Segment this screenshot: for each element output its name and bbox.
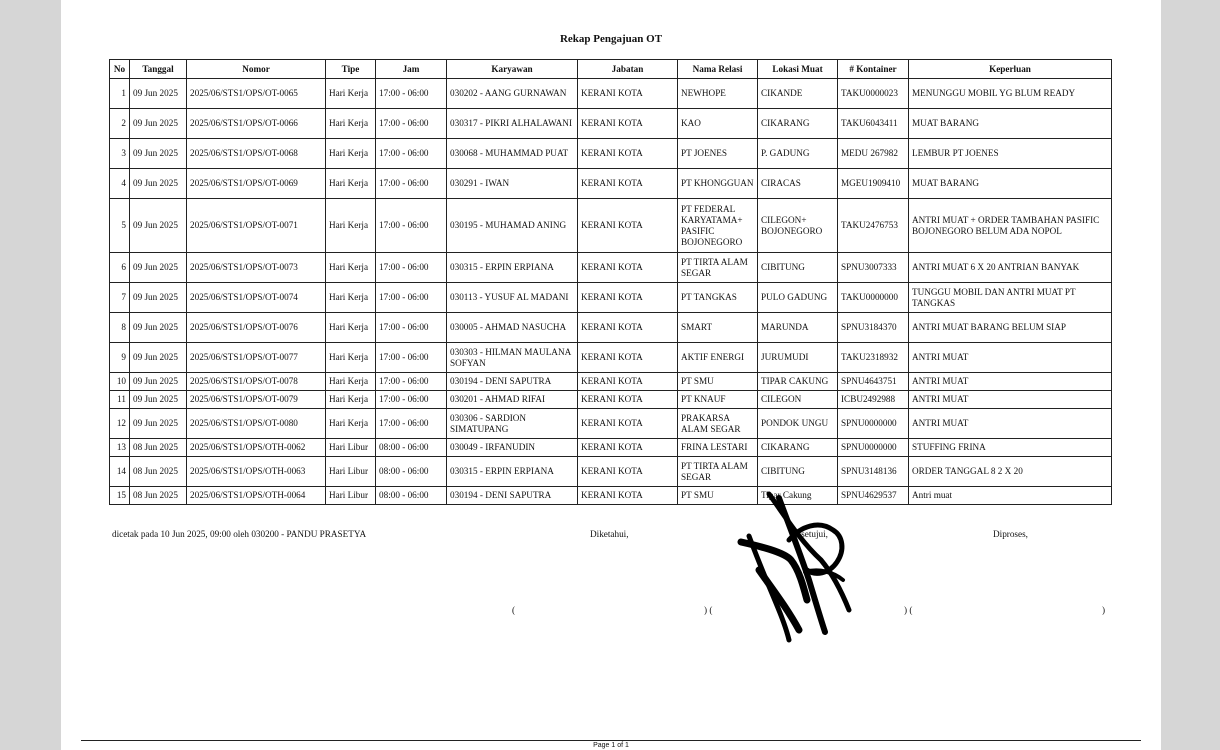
table-row bbox=[110, 487, 1112, 505]
cell-karyawan: 030202 - AANG GURNAWAN bbox=[447, 79, 578, 109]
cell-karyawan: 030315 - ERPIN ERPIANA bbox=[447, 457, 578, 487]
sign-bracket-mid-2: ) ( bbox=[904, 605, 913, 615]
cell-keperluan: ANTRI MUAT BARANG BELUM SIAP bbox=[909, 313, 1112, 343]
cell-kontainer: MGEU1909410 bbox=[838, 169, 909, 199]
cell-tanggal: 09 Jun 2025 bbox=[130, 391, 187, 409]
cell-karyawan: 030291 - IWAN bbox=[447, 169, 578, 199]
cell-jam: 08:00 - 06:00 bbox=[376, 487, 447, 505]
cell-jabatan: KERANI KOTA bbox=[578, 199, 678, 253]
cell-lokasi-muat: Tipar Cakung bbox=[758, 487, 838, 505]
cell-tipe: Hari Kerja bbox=[326, 373, 376, 391]
column-header-kontainer: # Kontainer bbox=[838, 60, 909, 79]
cell-kontainer: TAKU0000000 bbox=[838, 283, 909, 313]
column-header-keperluan: Keperluan bbox=[909, 60, 1112, 79]
cell-nomor: 2025/06/STS1/OPS/OT-0068 bbox=[187, 139, 326, 169]
table-row bbox=[110, 283, 1112, 313]
cell-lokasi-muat: CIKARANG bbox=[758, 439, 838, 457]
cell-lokasi-muat: CILEGON+ BOJONEGORO bbox=[758, 199, 838, 253]
cell-nomor: 2025/06/STS1/OPS/OT-0074 bbox=[187, 283, 326, 313]
cell-lokasi-muat: MARUNDA bbox=[758, 313, 838, 343]
table-row bbox=[110, 373, 1112, 391]
column-header-jabatan: Jabatan bbox=[578, 60, 678, 79]
cell-jam: 08:00 - 06:00 bbox=[376, 439, 447, 457]
cell-tipe: Hari Kerja bbox=[326, 343, 376, 373]
cell-keperluan: TUNGGU MOBIL DAN ANTRI MUAT PT TANGKAS bbox=[909, 283, 1112, 313]
cell-tipe: Hari Kerja bbox=[326, 391, 376, 409]
cell-tipe: Hari Libur bbox=[326, 487, 376, 505]
cell-jabatan: KERANI KOTA bbox=[578, 109, 678, 139]
cell-nomor: 2025/06/STS1/OPS/OT-0076 bbox=[187, 313, 326, 343]
cell-lokasi-muat: CIBITUNG bbox=[758, 253, 838, 283]
column-header-jam: Jam bbox=[376, 60, 447, 79]
cell-lokasi-muat: CILEGON bbox=[758, 391, 838, 409]
cell-nama-relasi: PT FEDERAL KARYATAMA+ PASIFIC BOJONEGORO bbox=[678, 199, 758, 253]
printed-info: dicetak pada 10 Jun 2025, 09:00 oleh 030200 - PANDU PRASETYA bbox=[112, 529, 367, 539]
report-title: Rekap Pengajuan OT bbox=[559, 33, 663, 45]
cell-nomor: 2025/06/STS1/OPS/OT-0073 bbox=[187, 253, 326, 283]
cell-tipe: Hari Kerja bbox=[326, 109, 376, 139]
cell-jabatan: KERANI KOTA bbox=[578, 409, 678, 439]
cell-lokasi-muat: CIKANDE bbox=[758, 79, 838, 109]
cell-jam: 17:00 - 06:00 bbox=[376, 199, 447, 253]
cell-tanggal: 09 Jun 2025 bbox=[130, 253, 187, 283]
cell-nomor: 2025/06/STS1/OPS/OT-0071 bbox=[187, 199, 326, 253]
cell-keperluan: ANTRI MUAT 6 X 20 ANTRIAN BANYAK bbox=[909, 253, 1112, 283]
cell-jam: 08:00 - 06:00 bbox=[376, 457, 447, 487]
table-row bbox=[110, 169, 1112, 199]
cell-jabatan: KERANI KOTA bbox=[578, 79, 678, 109]
cell-no: 13 bbox=[110, 439, 130, 457]
cell-nomor: 2025/06/STS1/OPS/OTH-0063 bbox=[187, 457, 326, 487]
table-row bbox=[110, 253, 1112, 283]
cell-kontainer: SPNU3007333 bbox=[838, 253, 909, 283]
cell-tanggal: 09 Jun 2025 bbox=[130, 283, 187, 313]
cell-no: 2 bbox=[110, 109, 130, 139]
cell-karyawan: 030317 - PIKRI ALHALAWANI bbox=[447, 109, 578, 139]
cell-no: 7 bbox=[110, 283, 130, 313]
cell-jabatan: KERANI KOTA bbox=[578, 439, 678, 457]
cell-nama-relasi: PT JOENES bbox=[678, 139, 758, 169]
cell-tipe: Hari Kerja bbox=[326, 313, 376, 343]
table-row bbox=[110, 343, 1112, 373]
cell-lokasi-muat: PONDOK UNGU bbox=[758, 409, 838, 439]
cell-kontainer: SPNU3148136 bbox=[838, 457, 909, 487]
cell-keperluan: MUAT BARANG bbox=[909, 109, 1112, 139]
cell-nomor: 2025/06/STS1/OPS/OT-0079 bbox=[187, 391, 326, 409]
cell-keperluan: MENUNGGU MOBIL YG BLUM READY bbox=[909, 79, 1112, 109]
cell-nomor: 2025/06/STS1/OPS/OT-0069 bbox=[187, 169, 326, 199]
cell-nomor: 2025/06/STS1/OPS/OT-0078 bbox=[187, 373, 326, 391]
column-header-nomor: Nomor bbox=[187, 60, 326, 79]
cell-tipe: Hari Libur bbox=[326, 457, 376, 487]
cell-tipe: Hari Kerja bbox=[326, 79, 376, 109]
cell-tipe: Hari Kerja bbox=[326, 253, 376, 283]
cell-keperluan: Antri muat bbox=[909, 487, 1112, 505]
cell-jam: 17:00 - 06:00 bbox=[376, 409, 447, 439]
cell-karyawan: 030315 - ERPIN ERPIANA bbox=[447, 253, 578, 283]
cell-nama-relasi: PRAKARSA ALAM SEGAR bbox=[678, 409, 758, 439]
cell-tanggal: 09 Jun 2025 bbox=[130, 109, 187, 139]
cell-kontainer: TAKU6043411 bbox=[838, 109, 909, 139]
table-row bbox=[110, 199, 1112, 253]
sign-bracket-mid-1: ) ( bbox=[704, 605, 713, 615]
cell-no: 11 bbox=[110, 391, 130, 409]
cell-lokasi-muat: CIRACAS bbox=[758, 169, 838, 199]
cell-kontainer: SPNU4629537 bbox=[838, 487, 909, 505]
cell-tipe: Hari Libur bbox=[326, 439, 376, 457]
cell-karyawan: 030303 - HILMAN MAULANA SOFYAN bbox=[447, 343, 578, 373]
ot-table bbox=[109, 59, 1112, 505]
sign-bracket-open: ( bbox=[512, 605, 516, 615]
cell-lokasi-muat: CIKARANG bbox=[758, 109, 838, 139]
cell-tanggal: 09 Jun 2025 bbox=[130, 169, 187, 199]
cell-jabatan: KERANI KOTA bbox=[578, 283, 678, 313]
sign-processed-label: Diproses, bbox=[993, 529, 1028, 539]
cell-tipe: Hari Kerja bbox=[326, 283, 376, 313]
cell-nama-relasi: SMART bbox=[678, 313, 758, 343]
cell-nama-relasi: KAO bbox=[678, 109, 758, 139]
cell-jabatan: KERANI KOTA bbox=[578, 313, 678, 343]
cell-jabatan: KERANI KOTA bbox=[578, 391, 678, 409]
cell-lokasi-muat: P. GADUNG bbox=[758, 139, 838, 169]
cell-jam: 17:00 - 06:00 bbox=[376, 283, 447, 313]
cell-kontainer: TAKU2318932 bbox=[838, 343, 909, 373]
cell-lokasi-muat: TIPAR CAKUNG bbox=[758, 373, 838, 391]
cell-nomor: 2025/06/STS1/OPS/OTH-0062 bbox=[187, 439, 326, 457]
cell-nama-relasi: NEWHOPE bbox=[678, 79, 758, 109]
cell-kontainer: ICBU2492988 bbox=[838, 391, 909, 409]
cell-jabatan: KERANI KOTA bbox=[578, 253, 678, 283]
sign-approved-label: Disetujui, bbox=[792, 529, 828, 539]
cell-jam: 17:00 - 06:00 bbox=[376, 79, 447, 109]
cell-no: 3 bbox=[110, 139, 130, 169]
table-row bbox=[110, 313, 1112, 343]
cell-jam: 17:00 - 06:00 bbox=[376, 139, 447, 169]
cell-nomor: 2025/06/STS1/OPS/OTH-0064 bbox=[187, 487, 326, 505]
cell-keperluan: ANTRI MUAT bbox=[909, 391, 1112, 409]
cell-nama-relasi: PT SMU bbox=[678, 373, 758, 391]
column-header-lokasi-muat: Lokasi Muat bbox=[758, 60, 838, 79]
table-row bbox=[110, 139, 1112, 169]
cell-jam: 17:00 - 06:00 bbox=[376, 391, 447, 409]
cell-lokasi-muat: PULO GADUNG bbox=[758, 283, 838, 313]
cell-jabatan: KERANI KOTA bbox=[578, 373, 678, 391]
cell-nomor: 2025/06/STS1/OPS/OT-0065 bbox=[187, 79, 326, 109]
cell-jabatan: KERANI KOTA bbox=[578, 343, 678, 373]
cell-kontainer: TAKU0000023 bbox=[838, 79, 909, 109]
report-page bbox=[61, 0, 1161, 750]
table-header-row bbox=[110, 60, 1112, 79]
cell-tipe: Hari Kerja bbox=[326, 199, 376, 253]
cell-tanggal: 09 Jun 2025 bbox=[130, 199, 187, 253]
column-header-karyawan: Karyawan bbox=[447, 60, 578, 79]
cell-tanggal: 09 Jun 2025 bbox=[130, 79, 187, 109]
cell-jam: 17:00 - 06:00 bbox=[376, 313, 447, 343]
cell-jam: 17:00 - 06:00 bbox=[376, 253, 447, 283]
cell-kontainer: SPNU4643751 bbox=[838, 373, 909, 391]
cell-keperluan: ANTRI MUAT bbox=[909, 343, 1112, 373]
cell-no: 8 bbox=[110, 313, 130, 343]
cell-karyawan: 030194 - DENI SAPUTRA bbox=[447, 487, 578, 505]
cell-karyawan: 030201 - AHMAD RIFAI bbox=[447, 391, 578, 409]
cell-jabatan: KERANI KOTA bbox=[578, 139, 678, 169]
cell-karyawan: 030005 - AHMAD NASUCHA bbox=[447, 313, 578, 343]
page-number: Page 1 of 1 bbox=[593, 742, 629, 749]
cell-jam: 17:00 - 06:00 bbox=[376, 343, 447, 373]
cell-keperluan: LEMBUR PT JOENES bbox=[909, 139, 1112, 169]
cell-keperluan: MUAT BARANG bbox=[909, 169, 1112, 199]
cell-no: 4 bbox=[110, 169, 130, 199]
cell-nama-relasi: PT TIRTA ALAM SEGAR bbox=[678, 457, 758, 487]
cell-tanggal: 08 Jun 2025 bbox=[130, 457, 187, 487]
cell-kontainer: SPNU3184370 bbox=[838, 313, 909, 343]
table-row bbox=[110, 79, 1112, 109]
cell-no: 12 bbox=[110, 409, 130, 439]
cell-karyawan: 030306 - SARDION SIMATUPANG bbox=[447, 409, 578, 439]
cell-keperluan: STUFFING FRINA bbox=[909, 439, 1112, 457]
table-row bbox=[110, 391, 1112, 409]
cell-jam: 17:00 - 06:00 bbox=[376, 373, 447, 391]
cell-kontainer: SPNU0000000 bbox=[838, 409, 909, 439]
cell-no: 15 bbox=[110, 487, 130, 505]
cell-no: 10 bbox=[110, 373, 130, 391]
cell-kontainer: TAKU2476753 bbox=[838, 199, 909, 253]
cell-tipe: Hari Kerja bbox=[326, 169, 376, 199]
cell-tanggal: 09 Jun 2025 bbox=[130, 409, 187, 439]
cell-jam: 17:00 - 06:00 bbox=[376, 109, 447, 139]
cell-no: 6 bbox=[110, 253, 130, 283]
cell-tanggal: 08 Jun 2025 bbox=[130, 487, 187, 505]
table-row bbox=[110, 109, 1112, 139]
handwritten-signature bbox=[729, 480, 859, 650]
cell-keperluan: ORDER TANGGAL 8 2 X 20 bbox=[909, 457, 1112, 487]
cell-tanggal: 09 Jun 2025 bbox=[130, 139, 187, 169]
cell-lokasi-muat: JURUMUDI bbox=[758, 343, 838, 373]
sign-bracket-close: ) bbox=[1102, 605, 1106, 615]
cell-kontainer: MEDU 267982 bbox=[838, 139, 909, 169]
cell-tanggal: 08 Jun 2025 bbox=[130, 439, 187, 457]
cell-no: 1 bbox=[110, 79, 130, 109]
cell-keperluan: ANTRI MUAT + ORDER TAMBAHAN PASIFIC BOJONEGORO BELUM ADA NOPOL bbox=[909, 199, 1112, 253]
table-row bbox=[110, 409, 1112, 439]
cell-lokasi-muat: CIBITUNG bbox=[758, 457, 838, 487]
cell-nama-relasi: PT KHONGGUAN bbox=[678, 169, 758, 199]
cell-nama-relasi: PT SMU bbox=[678, 487, 758, 505]
column-header-nama-relasi: Nama Relasi bbox=[678, 60, 758, 79]
cell-jabatan: KERANI KOTA bbox=[578, 487, 678, 505]
cell-jabatan: KERANI KOTA bbox=[578, 457, 678, 487]
cell-keperluan: ANTRI MUAT bbox=[909, 373, 1112, 391]
cell-nomor: 2025/06/STS1/OPS/OT-0066 bbox=[187, 109, 326, 139]
cell-no: 5 bbox=[110, 199, 130, 253]
cell-keperluan: ANTRI MUAT bbox=[909, 409, 1112, 439]
cell-tipe: Hari Kerja bbox=[326, 139, 376, 169]
cell-nama-relasi: FRINA LESTARI bbox=[678, 439, 758, 457]
column-header-no: No bbox=[110, 60, 130, 79]
cell-nama-relasi: PT TANGKAS bbox=[678, 283, 758, 313]
cell-karyawan: 030113 - YUSUF AL MADANI bbox=[447, 283, 578, 313]
cell-nomor: 2025/06/STS1/OPS/OT-0077 bbox=[187, 343, 326, 373]
cell-nama-relasi: PT TIRTA ALAM SEGAR bbox=[678, 253, 758, 283]
cell-no: 9 bbox=[110, 343, 130, 373]
cell-tanggal: 09 Jun 2025 bbox=[130, 343, 187, 373]
table-row bbox=[110, 457, 1112, 487]
cell-karyawan: 030195 - MUHAMAD ANING bbox=[447, 199, 578, 253]
cell-karyawan: 030049 - IRFANUDIN bbox=[447, 439, 578, 457]
table-row bbox=[110, 439, 1112, 457]
column-header-tanggal: Tanggal bbox=[130, 60, 187, 79]
column-header-tipe: Tipe bbox=[326, 60, 376, 79]
cell-nama-relasi: AKTIF ENERGI bbox=[678, 343, 758, 373]
cell-no: 14 bbox=[110, 457, 130, 487]
cell-nama-relasi: PT KNAUF bbox=[678, 391, 758, 409]
cell-tipe: Hari Kerja bbox=[326, 409, 376, 439]
cell-jabatan: KERANI KOTA bbox=[578, 169, 678, 199]
cell-tanggal: 09 Jun 2025 bbox=[130, 313, 187, 343]
sign-known-label: Diketahui, bbox=[590, 529, 629, 539]
cell-jam: 17:00 - 06:00 bbox=[376, 169, 447, 199]
cell-karyawan: 030194 - DENI SAPUTRA bbox=[447, 373, 578, 391]
cell-kontainer: SPNU0000000 bbox=[838, 439, 909, 457]
cell-tanggal: 09 Jun 2025 bbox=[130, 373, 187, 391]
cell-nomor: 2025/06/STS1/OPS/OT-0080 bbox=[187, 409, 326, 439]
cell-karyawan: 030068 - MUHAMMAD PUAT bbox=[447, 139, 578, 169]
table-body bbox=[110, 79, 1112, 505]
footer-rule bbox=[81, 740, 1141, 741]
